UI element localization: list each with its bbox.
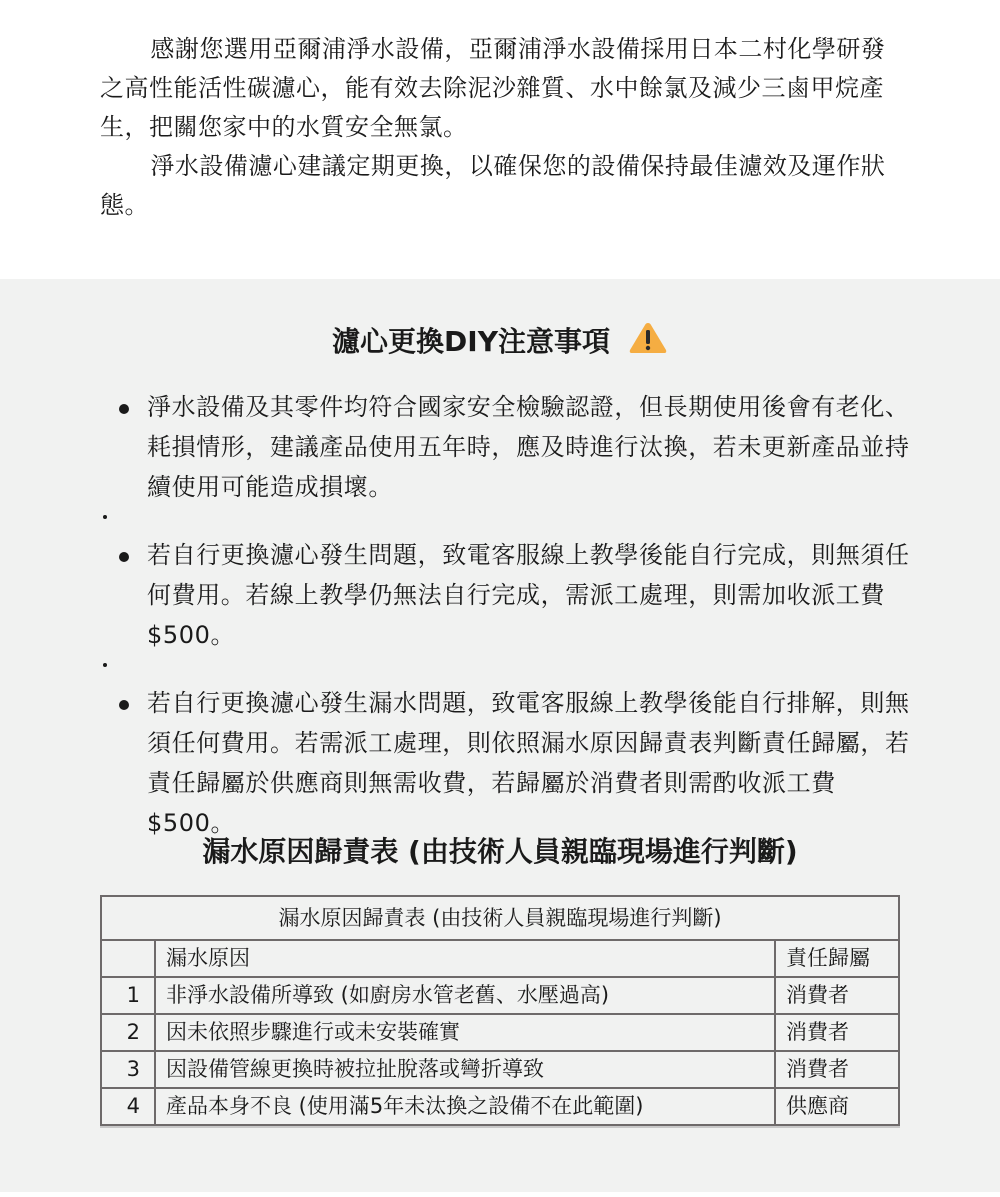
table-caption-row (101, 896, 899, 940)
table-row (101, 1051, 899, 1088)
list-item-text: 若自行更換濾心發生問題，致電客服線上教學後能自行完成，則無須任何費用。若線上教學仍無法自行完成，需派工處理，則需加收派工費$500。 (147, 541, 910, 649)
intro-text (100, 30, 900, 225)
table-heading: 漏水原因歸責表 (由技術人員親臨現場進行判斷) (202, 835, 798, 868)
list-spacer (100, 507, 910, 535)
list-item (100, 387, 910, 507)
notice-title (0, 317, 1000, 367)
bullet-icon (119, 552, 129, 562)
table-row (101, 1014, 899, 1051)
column-header-owner: 責任歸屬 (775, 940, 899, 977)
intro-paragraph: 淨水設備濾心建議定期更換，以確保您的設備保持最佳濾效及運作狀態。 (100, 152, 886, 219)
column-header-cause: 漏水原因 (155, 940, 775, 977)
row-owner: 消費者 (775, 1051, 899, 1088)
notice-title-text: 濾心更換DIY注意事項 (332, 325, 610, 358)
list-item-text: 若自行更換濾心發生漏水問題，致電客服線上教學後能自行排解，則無須任何費用。若需派工處理，則依照漏水原因歸責表判斷責任歸屬，若責任歸屬於供應商則無需收費，若歸屬於消費者則需酌收派工費$500。 (147, 689, 910, 837)
list-item (100, 683, 910, 843)
column-header-number (101, 940, 155, 977)
table-header-row (101, 940, 899, 977)
row-cause: 非淨水設備所導致 (如廚房水管老舊、水壓過高) (155, 977, 775, 1014)
row-cause: 產品本身不良 (使用滿5年未汰換之設備不在此範圍) (155, 1088, 775, 1125)
row-cause: 因未依照步驟進行或未安裝確實 (155, 1014, 775, 1051)
leak-responsibility-table (100, 895, 900, 1126)
bullet-icon (119, 404, 129, 414)
notice-list (100, 387, 910, 843)
stray-bullet-icon (103, 663, 107, 667)
row-number: 1 (101, 977, 155, 1014)
list-item (100, 535, 910, 655)
row-cause: 因設備管線更換時被拉扯脫落或彎折導致 (155, 1051, 775, 1088)
warning-icon (628, 321, 668, 355)
list-item-text: 淨水設備及其零件均符合國家安全檢驗認證，但長期使用後會有老化、耗損情形，建議產品使用五年時，應及時進行汰換，若未更新產品並持續使用可能造成損壞。 (147, 393, 910, 501)
table-row (101, 977, 899, 1014)
intro-paragraph: 感謝您選用亞爾浦淨水設備，亞爾浦淨水設備採用日本二村化學研發之高性能活性碳濾心，能有效去除泥沙雜質、水中餘氯及減少三鹵甲烷產生，把關您家中的水質安全無氯。 (100, 35, 886, 141)
table-row (101, 1088, 899, 1125)
list-spacer (100, 655, 910, 683)
bullet-icon (119, 700, 129, 710)
row-number: 4 (101, 1088, 155, 1125)
row-number: 2 (101, 1014, 155, 1051)
stray-bullet-icon (103, 515, 107, 519)
row-number: 3 (101, 1051, 155, 1088)
row-owner: 消費者 (775, 977, 899, 1014)
row-owner: 消費者 (775, 1014, 899, 1051)
table-caption: 漏水原因歸責表 (由技術人員親臨現場進行判斷) (101, 896, 899, 940)
row-owner: 供應商 (775, 1088, 899, 1125)
diy-notice-section (0, 279, 1000, 1192)
